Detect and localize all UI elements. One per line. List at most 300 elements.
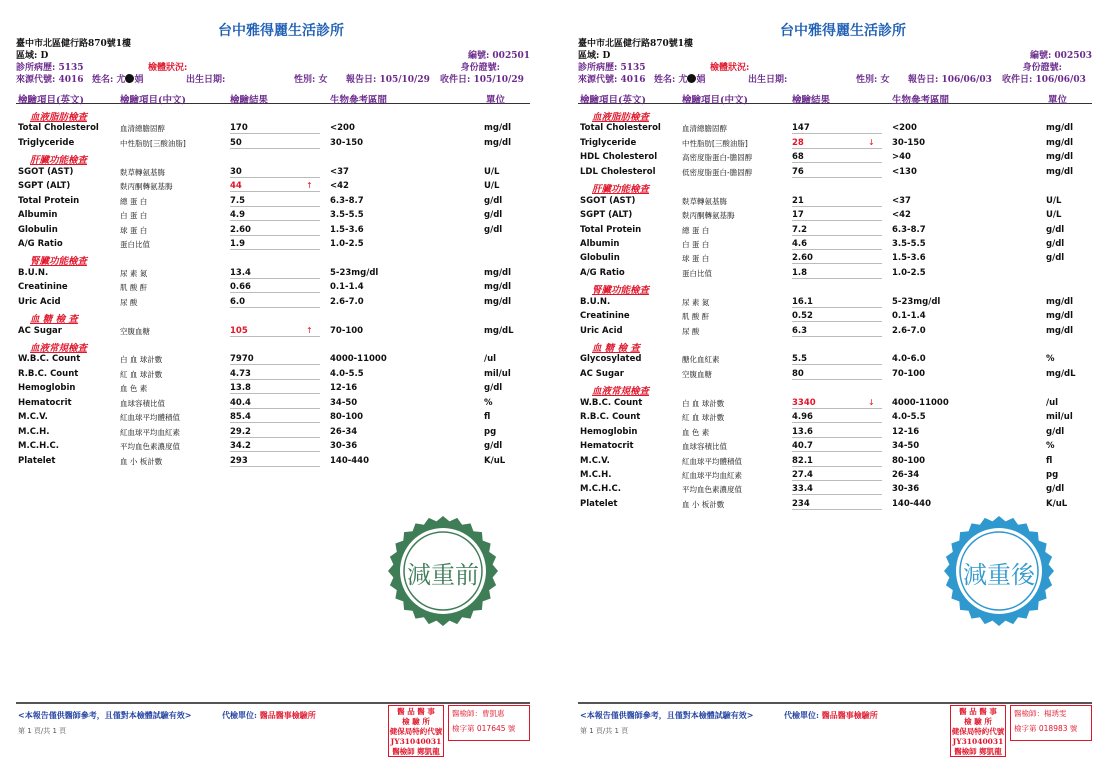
test-name-zh: 血 小 板計數	[120, 456, 163, 466]
test-result: 40.4	[230, 398, 320, 409]
test-name-en: Globulin	[18, 224, 58, 235]
header-item-en: 檢驗項目(英文)	[18, 95, 84, 106]
test-name-zh: 血 色 素	[682, 427, 710, 437]
unit: mg/dl	[484, 267, 512, 278]
test-name-zh: 麩草轉氨基脢	[120, 167, 165, 177]
stamp-line: 醫 品 醫 事	[397, 707, 435, 716]
test-name-en: Uric Acid	[18, 296, 61, 307]
section-label: 腎臟功能檢查	[592, 285, 650, 297]
test-name-en: Hematocrit	[18, 397, 72, 408]
patient-name-label: 姓名: 尤	[92, 75, 126, 85]
reference-range: 0.1-1.4	[330, 282, 364, 293]
patient-name-tail: 娟	[696, 75, 706, 85]
abnormal-flag-icon: ↓	[868, 397, 875, 407]
test-name-zh: 總 蛋 白	[120, 196, 148, 206]
test-name-zh: 空腹血糖	[120, 326, 150, 336]
header-reference: 生物參考區間	[892, 95, 950, 106]
section-label: 肝臟功能檢查	[592, 184, 650, 196]
test-name-zh: 蛋白比值	[120, 239, 150, 249]
section-label: 血液脂肪檢查	[30, 112, 88, 123]
report-code: 編號: 002501	[467, 51, 530, 61]
stamp-line: 檢 驗 所	[964, 717, 992, 726]
stamp-line: 醫檢師 鄭凱龍	[954, 747, 1002, 756]
test-name-zh: 平均血色素濃度值	[682, 485, 742, 495]
table-row	[578, 238, 1092, 252]
reference-range: 3.5-5.5	[330, 210, 364, 221]
reference-range: <37	[892, 195, 911, 206]
section-heading	[578, 180, 1092, 194]
table-row	[578, 296, 1092, 310]
footer-divider	[578, 702, 1092, 704]
test-result: 170	[230, 123, 320, 134]
test-name-zh: 紅 血 球計數	[120, 369, 163, 379]
test-name-en: Triglyceride	[18, 137, 75, 148]
unit: U/L	[484, 181, 500, 192]
test-name-zh: 尿 酸	[120, 297, 138, 307]
test-name-en: R.B.C. Count	[18, 368, 79, 379]
test-name-en: Albumin	[580, 238, 620, 249]
reference-range: >40	[892, 152, 911, 163]
test-name-zh: 白 血 球計數	[682, 398, 725, 408]
abnormal-flag-icon: ↑	[306, 325, 313, 335]
receive-date: 收件日: 106/06/03	[1002, 75, 1086, 85]
area: 區域: D	[16, 51, 49, 61]
section-label: 血 糖 檢 查	[592, 343, 640, 354]
test-name-en: Creatinine	[18, 282, 68, 293]
table-row	[16, 267, 530, 281]
test-name-en: Hematocrit	[580, 441, 634, 452]
table-row	[578, 122, 1092, 136]
table-row	[578, 195, 1092, 209]
address: 臺中市北區健行路870號1樓	[578, 39, 694, 49]
reference-range: 4.0-6.0	[892, 354, 926, 365]
reference-range: 4000-11000	[330, 354, 387, 365]
unit: U/L	[1046, 210, 1062, 221]
stamp-line: 健保局特約代號	[389, 727, 443, 736]
test-name-zh: 平均血色素濃度值	[120, 442, 180, 452]
test-result: 16.1	[792, 297, 882, 308]
reference-range: 1.0-2.5	[892, 267, 926, 278]
test-name-zh: 尿 酸	[682, 326, 700, 336]
unit: mg/dl	[1046, 325, 1074, 336]
patient-name	[654, 72, 705, 85]
reference-range: 6.3-8.7	[330, 195, 364, 206]
section-heading	[578, 339, 1092, 353]
test-name-en: A/G Ratio	[580, 267, 625, 278]
table-row	[16, 382, 530, 396]
section-label: 血 糖 檢 查	[30, 314, 78, 326]
table-row	[578, 252, 1092, 266]
header-result: 檢驗結果	[230, 95, 269, 106]
unit: /ul	[484, 354, 497, 365]
table-row	[16, 426, 530, 440]
test-name-zh: 中性脂肪[三酸油脂]	[682, 138, 748, 148]
test-result: 7.5	[230, 196, 320, 207]
reference-range: <200	[330, 123, 355, 134]
table-row	[16, 325, 530, 339]
test-result: 0.52	[792, 311, 882, 322]
stamp-line: JY31040031	[952, 737, 1004, 746]
reference-range: 80-100	[330, 412, 364, 423]
abnormal-flag-icon: ↑	[306, 181, 313, 191]
test-name-en: R.B.C. Count	[580, 412, 641, 423]
reference-range: 34-50	[892, 441, 920, 452]
section-heading	[578, 281, 1092, 295]
unit: mg/dl	[1046, 166, 1074, 177]
reference-range: 1.5-3.6	[330, 224, 364, 235]
test-name-zh: 白 蛋 白	[682, 239, 710, 249]
seal-before-badge	[387, 515, 499, 627]
test-name-zh: 醣化血紅素	[682, 355, 720, 365]
unit: g/dl	[1046, 253, 1065, 264]
test-result: 5.5	[792, 354, 882, 365]
source-code: 來源代號: 4016	[578, 75, 646, 85]
test-name-zh: 肌 酸 酐	[120, 283, 148, 293]
test-result: 80	[792, 369, 882, 380]
technician-signature	[448, 705, 530, 741]
reference-range: 26-34	[892, 469, 920, 480]
id-number: 身份證號:	[460, 63, 500, 73]
technician-name: 醫檢師：曹凱惠	[452, 709, 505, 718]
lab-stamp	[950, 705, 1006, 757]
unit: g/dl	[1046, 484, 1065, 495]
test-result: 4.6	[792, 239, 882, 250]
test-name-zh: 血 色 素	[120, 384, 148, 394]
reference-range: 12-16	[330, 383, 358, 394]
test-name-en: B.U.N.	[18, 267, 49, 278]
unit: mg/dl	[1046, 137, 1074, 148]
table-row	[16, 281, 530, 295]
test-result: 6.0	[230, 297, 320, 308]
test-name-en: Creatinine	[580, 311, 630, 322]
test-name-zh: 紅血球平均血紅素	[120, 427, 180, 437]
reference-range: 1.0-2.5	[330, 238, 364, 249]
test-name-zh: 球 蛋 白	[120, 225, 148, 235]
id-number: 身份證號:	[1022, 63, 1062, 73]
reference-range: 34-50	[330, 397, 358, 408]
test-name-en: SGOT (AST)	[580, 195, 636, 206]
test-name-en: Platelet	[580, 498, 618, 509]
unit: mg/dL	[484, 325, 514, 336]
test-result: 82.1	[792, 456, 882, 467]
reference-range: 70-100	[330, 325, 364, 336]
unit: mg/dl	[484, 137, 512, 148]
test-name-en: M.C.H.	[580, 469, 612, 480]
unit: %	[484, 397, 493, 408]
test-result: 17	[792, 210, 882, 221]
unit: mil/ul	[484, 368, 511, 379]
test-result: 2.60	[230, 225, 320, 236]
test-result: 27.4	[792, 470, 882, 481]
agency-label: 代檢單位:	[784, 710, 819, 720]
agency-name: 醫品醫事檢驗所	[821, 710, 878, 720]
lab-stamp	[388, 705, 444, 757]
table-row	[578, 498, 1092, 512]
test-name-zh: 蛋白比值	[682, 268, 712, 278]
table-row	[578, 397, 1092, 411]
section-heading	[16, 151, 530, 165]
test-name-zh: 紅血球平均體積值	[120, 413, 180, 423]
test-name-en: M.C.V.	[18, 412, 48, 423]
section-heading	[16, 252, 530, 266]
test-name-en: Hemoglobin	[580, 426, 638, 437]
unit: mg/dl	[484, 296, 512, 307]
test-result: 21	[792, 196, 882, 207]
test-name-zh: 血清總膽固醇	[682, 124, 727, 134]
test-result: 40.7	[792, 441, 882, 452]
table-row	[578, 224, 1092, 238]
reference-range: 140-440	[330, 455, 370, 466]
test-result: 13.6	[792, 427, 882, 438]
test-name-en: HDL Cholesterol	[580, 152, 658, 163]
test-result: 85.4	[230, 412, 320, 423]
technician-signature	[1010, 705, 1092, 741]
table-row	[16, 180, 530, 194]
test-name-en: Uric Acid	[580, 325, 623, 336]
table-row	[578, 368, 1092, 382]
reference-range: 5-23mg/dl	[330, 267, 379, 278]
table-row	[16, 137, 530, 151]
test-name-en: B.U.N.	[580, 296, 611, 307]
seal-after-badge	[943, 515, 1055, 627]
test-result: 3340	[792, 398, 882, 409]
reference-range: 2.6-7.0	[330, 296, 364, 307]
test-name-en: M.C.H.C.	[18, 441, 59, 452]
test-name-zh: 中性脂肪[三酸油脂]	[120, 138, 186, 148]
test-name-zh: 紅血球平均體積值	[682, 456, 742, 466]
table-row	[16, 411, 530, 425]
unit: U/L	[484, 166, 500, 177]
table-row	[578, 469, 1092, 483]
source-code: 來源代號: 4016	[16, 75, 84, 85]
lab-report-after	[578, 12, 1106, 762]
test-result: 50	[230, 138, 320, 149]
sex: 性別: 女	[856, 75, 890, 85]
unit: g/dl	[484, 383, 503, 394]
table-row	[578, 353, 1092, 367]
unit: %	[1046, 441, 1055, 452]
clinic-title: 台中雅得麗生活診所	[780, 23, 906, 39]
test-name-zh: 麩丙酮轉氨基脢	[682, 211, 735, 221]
unit: K/uL	[484, 455, 506, 466]
receive-date: 收件日: 105/10/29	[440, 75, 524, 85]
reference-range: 4.0-5.5	[330, 368, 364, 379]
test-result: 147	[792, 123, 882, 134]
stamp-line: 醫檢師 鄭凱龍	[392, 747, 440, 756]
stamp-line: 檢 驗 所	[402, 717, 430, 726]
unit: mg/dl	[1046, 152, 1074, 163]
test-name-en: Platelet	[18, 455, 56, 466]
header-result: 檢驗結果	[792, 95, 831, 106]
test-result: 34.2	[230, 441, 320, 452]
unit: g/dl	[484, 195, 503, 206]
unit: fl	[1046, 455, 1053, 466]
section-heading	[578, 382, 1092, 396]
abnormal-flag-icon: ↓	[868, 137, 875, 147]
specimen-status: 檢體狀況:	[710, 63, 750, 73]
test-name-zh: 血球容積比值	[120, 398, 165, 408]
reference-range: 3.5-5.5	[892, 238, 926, 249]
test-name-en: M.C.H.C.	[580, 484, 621, 495]
reference-range: 30-36	[330, 441, 358, 452]
reference-range: 5-23mg/dl	[892, 296, 941, 307]
test-name-en: M.C.H.	[18, 426, 50, 437]
clinic-record-no: 診所病歷: 5135	[16, 63, 84, 73]
table-row	[578, 411, 1092, 425]
table-row	[16, 397, 530, 411]
test-name-en: Total Cholesterol	[18, 123, 99, 134]
table-row	[578, 455, 1092, 469]
unit: mg/dl	[1046, 123, 1074, 134]
patient-name	[92, 72, 143, 85]
reference-range: <130	[892, 166, 917, 177]
section-label: 血液常規檢查	[592, 386, 650, 398]
test-name-en: AC Sugar	[18, 325, 62, 336]
table-row	[16, 440, 530, 454]
table-row	[578, 209, 1092, 223]
seal-label: 減重後	[963, 561, 1035, 589]
technician-license: 檢字第 017645 號	[452, 724, 516, 733]
test-result: 7.2	[792, 225, 882, 236]
table-row	[16, 368, 530, 382]
results-table	[578, 108, 1092, 512]
test-name-zh: 血 小 板計數	[682, 499, 725, 509]
header-item-zh: 檢驗項目(中文)	[120, 95, 186, 106]
page-number: 第 1 頁/共 1 頁	[18, 727, 67, 735]
test-name-en: Albumin	[18, 210, 58, 221]
test-result: 4.73	[230, 369, 320, 380]
test-name-en: M.C.V.	[580, 455, 610, 466]
reference-range: 30-150	[330, 137, 364, 148]
table-row	[578, 166, 1092, 180]
section-heading	[16, 339, 530, 353]
footer-disclaimer: <本報告僅供醫師參考，且僅對本檢體試驗有效>	[18, 710, 192, 720]
header-unit: 單位	[1048, 95, 1068, 106]
test-name-zh: 高密度脂蛋白-膽固醇	[682, 153, 753, 163]
table-row	[578, 267, 1092, 281]
reference-range: 26-34	[330, 426, 358, 437]
reference-range: 0.1-1.4	[892, 311, 926, 322]
specimen-status: 檢體狀況:	[148, 63, 188, 73]
test-name-zh: 肌 酸 酐	[682, 312, 710, 322]
test-result: 7970	[230, 354, 320, 365]
test-name-zh: 紅血球平均血紅素	[682, 470, 742, 480]
unit: mg/dl	[1046, 296, 1074, 307]
unit: mil/ul	[1046, 412, 1073, 423]
clinic-title: 台中雅得麗生活診所	[218, 23, 344, 39]
test-name-zh: 紅 血 球計數	[682, 413, 725, 423]
test-result: 4.96	[792, 412, 882, 423]
table-row	[16, 166, 530, 180]
page-number: 第 1 頁/共 1 頁	[580, 727, 629, 735]
reference-range: 6.3-8.7	[892, 224, 926, 235]
report-date: 報告日: 106/06/03	[908, 75, 992, 85]
reference-range: 12-16	[892, 426, 920, 437]
test-name-zh: 低密度脂蛋白-膽固醇	[682, 167, 753, 177]
test-name-zh: 血清總膽固醇	[120, 124, 165, 134]
unit: mg/dl	[484, 123, 512, 134]
test-name-zh: 血球容積比值	[682, 442, 727, 452]
header-unit: 單位	[486, 95, 506, 106]
test-name-zh: 白 血 球計數	[120, 355, 163, 365]
unit: /ul	[1046, 397, 1059, 408]
table-header	[578, 92, 1092, 104]
header-reference: 生物參考區間	[330, 95, 388, 106]
stamp-line: JY31040031	[390, 737, 442, 746]
unit: pg	[1046, 469, 1059, 480]
table-row	[16, 238, 530, 252]
test-name-en: Globulin	[580, 253, 620, 264]
test-name-en: W.B.C. Count	[18, 354, 81, 365]
patient-name-tail: 娟	[134, 75, 144, 85]
footer-disclaimer: <本報告僅供醫師參考，且僅對本檢體試驗有效>	[580, 710, 754, 720]
technician-license: 檢字第 018983 號	[1014, 724, 1078, 733]
table-row	[16, 209, 530, 223]
section-label: 腎臟功能檢查	[30, 256, 88, 268]
table-row	[16, 122, 530, 136]
reference-range: <200	[892, 123, 917, 134]
report-code: 編號: 002503	[1029, 51, 1092, 61]
reference-range: 2.6-7.0	[892, 325, 926, 336]
unit: mg/dL	[1046, 368, 1076, 379]
reference-range: 70-100	[892, 368, 926, 379]
header-item-zh: 檢驗項目(中文)	[682, 95, 748, 106]
unit: pg	[484, 426, 497, 437]
unit: %	[1046, 354, 1055, 365]
unit: g/dl	[484, 224, 503, 235]
sex: 性別: 女	[294, 75, 328, 85]
unit: K/uL	[1046, 498, 1068, 509]
table-row	[578, 440, 1092, 454]
birth-date: 出生日期:	[748, 75, 788, 85]
unit: g/dl	[484, 441, 503, 452]
test-result: 29.2	[230, 427, 320, 438]
test-name-zh: 尿 素 氮	[120, 268, 148, 278]
address: 臺中市北區健行路870號1樓	[16, 39, 132, 49]
section-label: 血液常規檢查	[30, 343, 88, 354]
reference-range: <42	[330, 181, 349, 192]
agency-name: 醫品醫事檢驗所	[259, 710, 316, 720]
table-row	[578, 483, 1092, 497]
birth-date: 出生日期:	[186, 75, 226, 85]
test-result: 4.9	[230, 210, 320, 221]
table-row	[16, 195, 530, 209]
footer-divider	[16, 702, 530, 704]
test-result: 13.8	[230, 383, 320, 394]
reference-range: 4000-11000	[892, 397, 949, 408]
table-row	[578, 310, 1092, 324]
test-result: 2.60	[792, 253, 882, 264]
test-name-en: AC Sugar	[580, 368, 624, 379]
reference-range: 140-440	[892, 498, 932, 509]
header-item-en: 檢驗項目(英文)	[580, 95, 646, 106]
test-name-en: Total Protein	[580, 224, 642, 235]
test-name-en: A/G Ratio	[18, 238, 63, 249]
reference-range: 1.5-3.6	[892, 253, 926, 264]
agency-label: 代檢單位:	[222, 710, 257, 720]
patient-name-label: 姓名: 尤	[654, 75, 688, 85]
section-heading	[578, 108, 1092, 122]
section-heading	[16, 310, 530, 324]
test-name-en: Total Protein	[18, 195, 80, 206]
test-result: 105	[230, 326, 320, 337]
test-result: 13.4	[230, 268, 320, 279]
report-date: 報告日: 105/10/29	[346, 75, 430, 85]
test-name-zh: 球 蛋 白	[682, 254, 710, 264]
results-table	[16, 108, 530, 469]
test-name-zh: 空腹血糖	[682, 369, 712, 379]
test-result: 76	[792, 167, 882, 178]
